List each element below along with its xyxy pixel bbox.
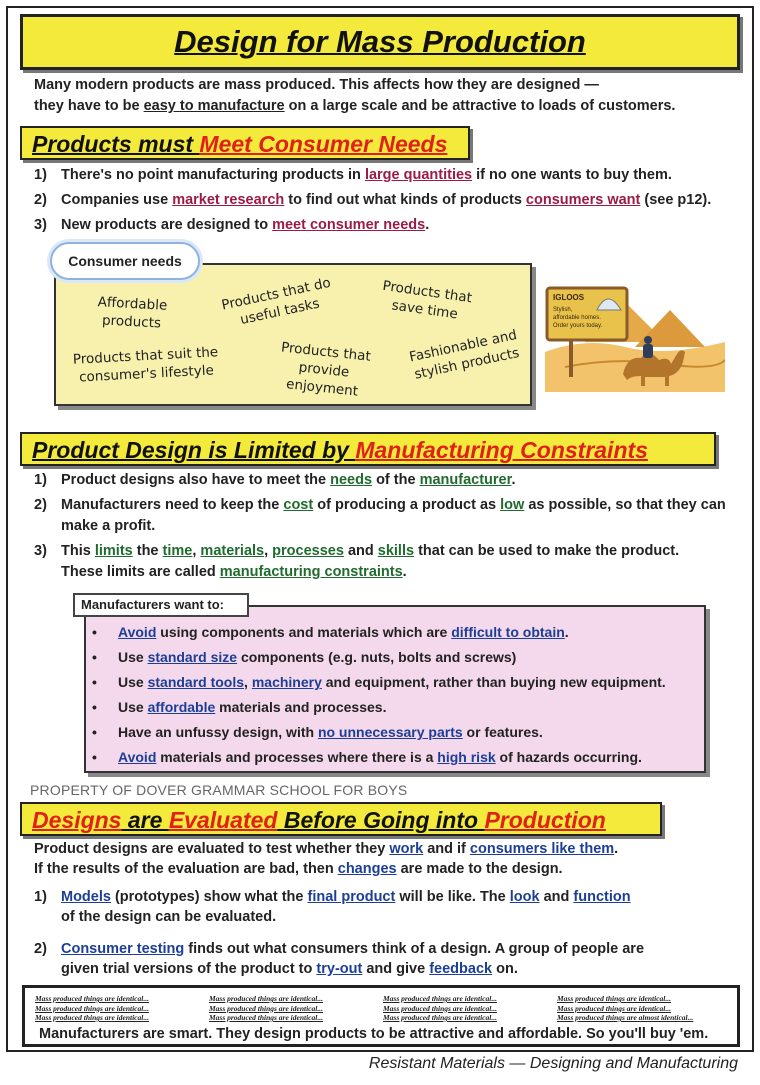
intro-text: on a large scale and be attractive to loads of customers.: [284, 98, 676, 114]
keyword: Avoid: [118, 749, 157, 765]
mini-column: [557, 994, 693, 1023]
mini-text: Mass produced things are identical...: [383, 1013, 497, 1022]
mini-text: Mass produced things are identical...: [35, 1003, 149, 1013]
bullet-item: [92, 720, 702, 745]
need-affordable: Affordable products: [97, 294, 168, 332]
text: and: [539, 889, 574, 905]
keyword: work: [389, 841, 424, 857]
sign-post: [569, 337, 573, 377]
keyword: changes: [337, 861, 397, 877]
section-heading-consumer-needs: [20, 126, 470, 160]
list-item: [34, 470, 734, 491]
text: .: [402, 564, 407, 580]
need-fashionable: Fashionable and stylish products: [407, 326, 521, 383]
text: ,: [264, 543, 273, 559]
text: This: [61, 543, 95, 559]
text: and give: [362, 961, 430, 977]
text: make a profit.: [61, 518, 156, 534]
paragraph-line: [34, 839, 734, 859]
text: on.: [492, 961, 518, 977]
list-item: [34, 165, 734, 186]
intro-line-2: [34, 96, 734, 117]
text: (see p12).: [640, 192, 712, 208]
mini-column: [209, 994, 323, 1023]
keyword: materials: [200, 543, 265, 559]
mini-text: Mass produced things are identical...: [383, 1003, 497, 1013]
sign-line: Order yours today.: [553, 323, 603, 329]
text: will be like. The: [395, 889, 510, 905]
text: if no one wants to buy them.: [472, 167, 672, 183]
text: of hazards occurring.: [495, 749, 642, 765]
keyword: Consumer testing: [61, 941, 185, 957]
keyword: Avoid: [118, 624, 157, 640]
keyword: large quantities: [364, 167, 473, 183]
keyword: consumers like them: [469, 841, 615, 857]
sign-line: affordable homes.: [553, 315, 601, 321]
text: that can be used to make the product.: [414, 543, 680, 559]
heading-text-red: Meet Consumer Needs: [199, 131, 448, 157]
text: materials and processes.: [215, 699, 387, 715]
keyword: consumers want: [525, 192, 641, 208]
text: the: [132, 543, 163, 559]
constraints-list: [34, 470, 734, 587]
need-useful-tasks: Products that do useful tasks: [220, 274, 333, 329]
need-enjoyment: Products that provide enjoyment: [280, 339, 372, 400]
mini-text: Mass produced things are identical...: [35, 994, 149, 1003]
list-text: [61, 215, 429, 236]
bullet-item: [92, 695, 702, 720]
text: of the: [372, 472, 420, 488]
need-lifestyle: Products that suit the consumer's lifestyle: [72, 344, 219, 386]
text: Use: [118, 674, 148, 690]
text: using components and materials which are: [156, 624, 452, 640]
text: as possible, so that they can: [524, 497, 726, 513]
keyword: time: [162, 543, 193, 559]
text: Have an unfussy design, with: [118, 724, 318, 740]
mini-column: [383, 994, 497, 1023]
keyword: feedback: [429, 961, 493, 977]
intro-paragraph: [34, 75, 734, 117]
bullet-icon: •: [92, 674, 97, 690]
bullet-icon: •: [92, 724, 97, 740]
list-number: 3): [34, 543, 47, 559]
bullet-item: [92, 745, 702, 770]
text: Product designs are evaluated to test whether they: [34, 841, 390, 857]
text: These limits are called: [61, 564, 220, 580]
text: Product designs also have to meet the: [61, 472, 331, 488]
text: (prototypes) show what the: [110, 889, 308, 905]
bullet-icon: •: [92, 649, 97, 665]
text: to find out what kinds of products: [284, 192, 526, 208]
text: Use: [118, 649, 148, 665]
keyword: needs: [330, 472, 373, 488]
list-number: 2): [34, 192, 47, 208]
consumer-needs-box: [54, 263, 532, 406]
mini-text: Mass produced things are identical...: [209, 1013, 323, 1022]
keyword: no unnecessary parts: [317, 724, 463, 740]
text: of the design can be evaluated.: [61, 909, 277, 925]
text: .: [564, 624, 569, 640]
list-item: [34, 887, 734, 927]
mini-text: Mass produced things are identical...: [557, 994, 671, 1003]
text: ,: [192, 543, 201, 559]
keyword: skills: [377, 543, 415, 559]
igloo-desert-illustration: [545, 282, 725, 392]
text: and equipment, rather than buying new equipment.: [321, 674, 666, 690]
list-item: [34, 215, 734, 236]
property-watermark: PROPERTY OF DOVER GRAMMAR SCHOOL FOR BOYS: [30, 782, 408, 798]
bullet-item: [92, 670, 702, 695]
heading-text: Before Going into: [277, 807, 485, 833]
intro-line-1: Many modern products are mass produced. This affects how they are designed —: [34, 77, 599, 93]
intro-text: they have to be: [34, 98, 144, 114]
list-item: [34, 495, 734, 537]
list-number: 2): [34, 941, 47, 957]
list-item: [34, 541, 734, 583]
text: New products are designed to: [61, 217, 273, 233]
keyword: machinery: [251, 674, 322, 690]
text: .: [425, 217, 430, 233]
list-text: [61, 165, 672, 186]
list-text: [61, 495, 726, 537]
keyword: standard tools: [147, 674, 245, 690]
bullet-icon: •: [92, 749, 97, 765]
text: .: [614, 841, 619, 857]
summary-box: [22, 985, 740, 1047]
list-text: [61, 939, 644, 979]
mini-text: Mass produced things are identical...: [209, 994, 323, 1003]
heading-text: Products must: [32, 131, 200, 157]
keyword: manufacturer: [419, 472, 512, 488]
text: and: [343, 543, 378, 559]
text: ,: [244, 674, 252, 690]
page-title: Design for Mass Production: [174, 24, 586, 59]
text: .: [511, 472, 516, 488]
text: given trial versions of the product to: [61, 961, 317, 977]
list-number: 2): [34, 497, 47, 513]
text: of producing a product as: [313, 497, 501, 513]
text: and if: [423, 841, 470, 857]
list-number: 1): [34, 889, 47, 905]
text: or features.: [462, 724, 543, 740]
list-number: 1): [34, 167, 47, 183]
bullet-item: [92, 620, 702, 645]
text: finds out what consumers think of a design. A group of people are: [184, 941, 645, 957]
cloud-label: Consumer needs: [68, 253, 182, 269]
list-item: [34, 190, 734, 211]
list-text: [61, 541, 679, 583]
list-text: [61, 190, 711, 211]
text: If the results of the evaluation are bad, then: [34, 861, 338, 877]
heading-text-red: Designs: [32, 807, 122, 833]
heading-text-red: Evaluated: [168, 807, 278, 833]
keyword: meet consumer needs: [272, 217, 426, 233]
heading-text-red: Production: [484, 807, 606, 833]
keyword: processes: [272, 543, 344, 559]
text: There's no point manufacturing products in: [61, 167, 365, 183]
keyword: try-out: [316, 961, 363, 977]
mini-column: [35, 994, 149, 1023]
text: components (e.g. nuts, bolts and screws): [237, 649, 517, 665]
page-footer: Resistant Materials — Designing and Manufacturing: [368, 1055, 738, 1072]
list-number: 1): [34, 472, 47, 488]
section-heading-manufacturing-constraints: [20, 432, 716, 466]
list-number: 3): [34, 217, 47, 233]
keyword: standard size: [147, 649, 238, 665]
list-item: [34, 939, 734, 979]
keyword: manufacturing constraints: [219, 564, 403, 580]
text: materials and processes where there is a: [156, 749, 438, 765]
sign-line: Stylish,: [553, 307, 573, 313]
consumer-needs-cloud: [50, 242, 200, 280]
title-banner: [20, 14, 740, 70]
keyword: cost: [283, 497, 314, 513]
text: Use: [118, 699, 148, 715]
keyword: final product: [307, 889, 396, 905]
paragraph-line: [34, 859, 734, 879]
evaluation-paragraph: [34, 839, 734, 879]
text: Companies use: [61, 192, 173, 208]
heading-text: are: [121, 807, 169, 833]
list-text: [61, 887, 631, 927]
keyword: limits: [94, 543, 133, 559]
section-heading-evaluation: [20, 802, 662, 836]
intro-underline: easy to manufacture: [143, 98, 285, 114]
keyword: market research: [172, 192, 285, 208]
mini-text: Mass produced things are identical...: [209, 1003, 323, 1013]
manufacturers-want-list: [92, 620, 702, 770]
evaluation-list: [34, 887, 734, 983]
mini-text: Mass produced things are identical...: [35, 1013, 149, 1022]
bullet-item: [92, 645, 702, 670]
text: are made to the design.: [396, 861, 563, 877]
sign-title: IGLOOS: [553, 293, 585, 302]
text: Manufacturers need to keep the: [61, 497, 284, 513]
bullet-icon: •: [92, 624, 97, 640]
manufacturers-want-label: Manufacturers want to:: [73, 593, 249, 617]
keyword: difficult to obtain: [451, 624, 565, 640]
mini-text: Mass produced things are identical...: [383, 994, 497, 1003]
keyword: function: [573, 889, 631, 905]
keyword: high risk: [437, 749, 496, 765]
bullet-icon: •: [92, 699, 97, 715]
keyword: Models: [61, 889, 111, 905]
keyword: affordable: [147, 699, 216, 715]
need-save-time: Products that save time: [381, 277, 473, 323]
mini-text: Mass produced things are almost identical...: [557, 1013, 694, 1022]
consumer-needs-list: [34, 165, 734, 240]
heading-text: Product Design is Limited by: [32, 437, 356, 463]
keyword: look: [509, 889, 540, 905]
list-text: [61, 470, 515, 491]
summary-text: Manufacturers are smart. They design products to be attractive and affordable. So you'll buy 'em.: [39, 1026, 709, 1042]
mini-text: Mass produced things are identical...: [557, 1003, 671, 1013]
keyword: low: [500, 497, 525, 513]
heading-text-red: Manufacturing Constraints: [355, 437, 648, 463]
